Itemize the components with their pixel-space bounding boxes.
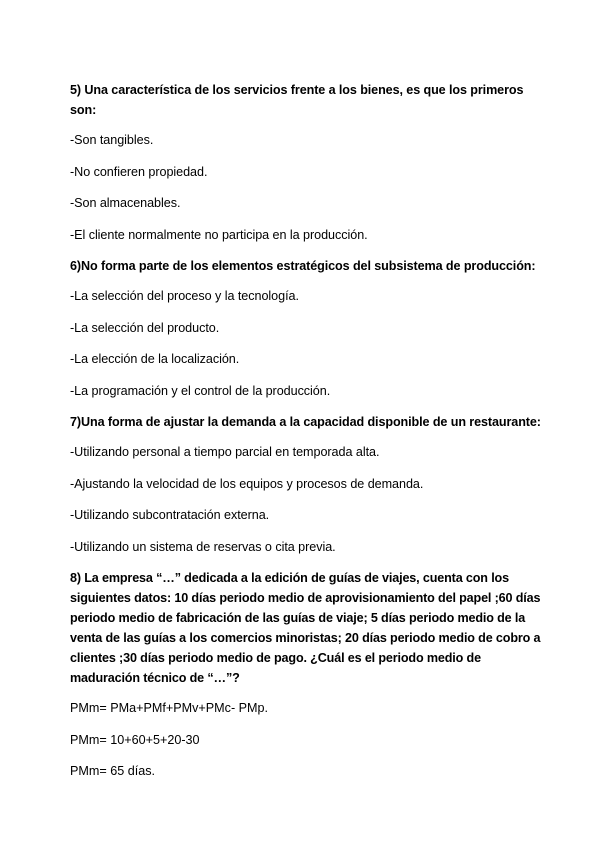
question-6 — [70, 256, 548, 401]
answer-line: PMm= 65 días. — [70, 764, 156, 778]
question-5 — [70, 80, 548, 245]
question-title: 7)Una forma de ajustar la demanda a la capacidad disponible de un restaurante: — [70, 415, 541, 429]
question-title: 8) La empresa “…” dedicada a la edición de guías de viajes, cuenta con los siguientes datos: 10 días periodo medio de aprovisionamiento del papel ;60 días periodo medio de fabricación de las guías de viaje; 5 días periodo medio de la venta de las guías a los comercios minoristas; 20 días periodo medio de cobro a clientes ;30 días periodo medio de pago. ¿Cuál es el periodo medio de maduración técnico de “…”? — [70, 571, 541, 685]
option-item: -Utilizando personal a tiempo parcial en temporada alta. — [70, 445, 380, 459]
answer-line: PMm= 10+60+5+20-30 — [70, 732, 200, 747]
question-title: 6)No forma parte de los elementos estratégicos del subsistema de producción: — [70, 259, 536, 273]
option-item: -No confieren propiedad. — [70, 164, 208, 179]
option-item: -La selección del proceso y la tecnología. — [70, 289, 299, 303]
option-item: -La selección del producto. — [70, 320, 220, 335]
option-item: -La elección de la localización. — [70, 352, 240, 366]
option-item: -El cliente normalmente no participa en la producción. — [70, 227, 368, 242]
option-item: -Son tangibles. — [70, 133, 154, 147]
option-item: -La programación y el control de la producción. — [70, 383, 331, 398]
option-item: -Utilizando un sistema de reservas o cita previa. — [70, 539, 336, 554]
option-item: -Utilizando subcontratación externa. — [70, 508, 270, 522]
question-7 — [70, 412, 548, 557]
document-content — [70, 80, 548, 793]
question-8 — [70, 568, 548, 781]
option-item: -Son almacenables. — [70, 196, 181, 210]
option-item: -Ajustando la velocidad de los equipos y procesos de demanda. — [70, 476, 424, 491]
answer-line: PMm= PMa+PMf+PMv+PMc- PMp. — [70, 701, 269, 715]
question-title: 5) Una característica de los servicios frente a los bienes, es que los primeros son: — [70, 83, 524, 117]
